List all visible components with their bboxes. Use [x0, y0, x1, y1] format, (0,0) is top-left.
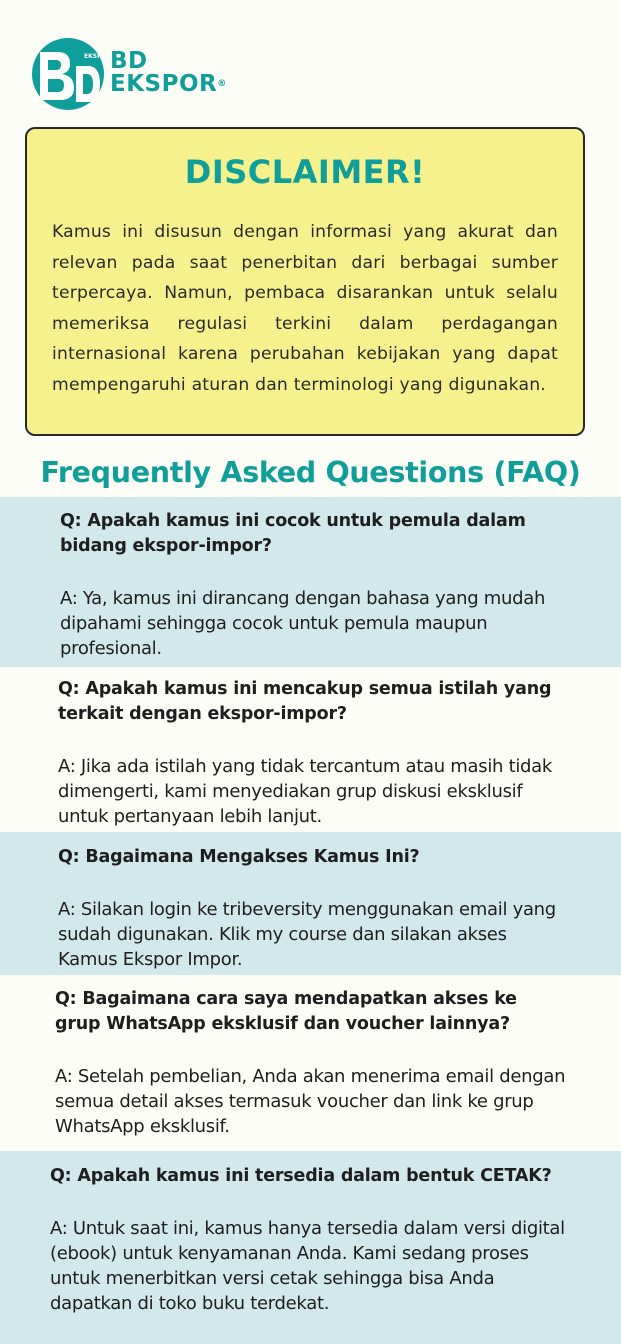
faq-answer: A: Silakan login ke tribeversity menggunakan email yang sudah digunakan. Klik my course dan silakan akses Kamus Ekspor Impor. — [58, 899, 556, 970]
disclaimer-box — [25, 127, 585, 436]
faq-question: Q: Apakah kamus ini mencakup semua istilah yang terkait dengan ekspor-impor? — [58, 679, 552, 724]
faq-question: Q: Apakah kamus ini cocok untuk pemula dalam bidang ekspor-impor? — [60, 511, 526, 556]
faq-question: Q: Bagaimana Mengakses Kamus Ini? — [58, 847, 420, 867]
registered-mark: ® — [217, 79, 227, 89]
faq-answer: A: Untuk saat ini, kamus hanya tersedia dalam versi digital (ebook) untuk kenyamanan Anda. Kami sedang proses untuk menerbitkan versi cetak sehingga bisa Anda dapatkan di toko buku terdekat. — [50, 1218, 565, 1314]
brand-logo — [30, 36, 250, 112]
brand-line2: EKSPOR — [110, 71, 218, 97]
faq-question: Q: Apakah kamus ini tersedia dalam bentuk CETAK? — [50, 1166, 552, 1186]
faq-question: Q: Bagaimana cara saya mendapatkan akses ke grup WhatsApp eksklusif dan voucher lainnya? — [55, 989, 517, 1034]
faq-answer: A: Ya, kamus ini dirancang dengan bahasa yang mudah dipahami sehingga cocok untuk pemula maupun profesional. — [60, 588, 546, 659]
faq-answer: A: Setelah pembelian, Anda akan menerima email dengan semua detail akses termasuk voucher dan link ke grup WhatsApp eksklusif. — [55, 1066, 566, 1137]
faq-item — [0, 1151, 621, 1344]
disclaimer-text: Kamus ini disusun dengan informasi yang akurat dan relevan pada saat penerbitan dari berbagai sumber terpercaya. Namun, pembaca disarankan untuk selalu memeriksa regulasi terkini dalam perdagangan internasional karena perubahan kebijakan yang dapat mempengaruhi aturan dan terminologi yang digunakan. — [52, 222, 558, 395]
faq-item — [0, 975, 621, 1151]
faq-item — [0, 832, 621, 975]
faq-item — [0, 497, 621, 667]
brand-name — [110, 50, 227, 96]
faq-item — [0, 667, 621, 832]
bd-logo-icon — [30, 36, 112, 112]
brand-line1: BD — [110, 48, 148, 74]
faq-title: Frequently Asked Questions (FAQ) — [40, 456, 581, 489]
faq-answer: A: Jika ada istilah yang tidak tercantum atau masih tidak dimengerti, kami menyediakan grup diskusi eksklusif untuk pertanyaan lebih lanjut. — [58, 756, 553, 827]
disclaimer-title: DISCLAIMER! — [184, 153, 426, 191]
logo-small-text: EKSPOR — [84, 53, 112, 60]
